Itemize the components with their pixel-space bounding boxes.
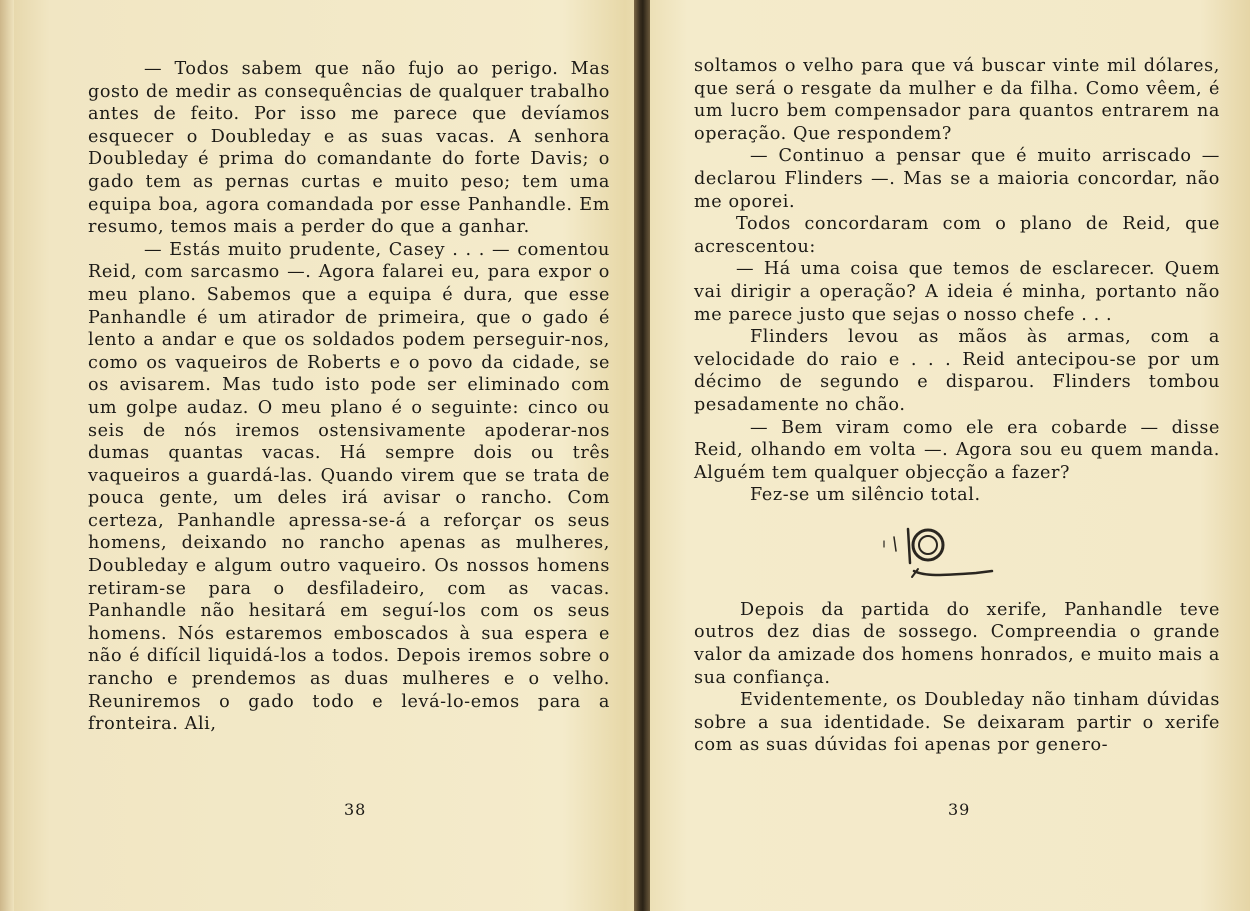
paragraph: soltamos o velho para que vá buscar vinte mil dólares, que será o resgate da mulher e da filha. Como vêem, é um lucro bem compensador para quantos entrarem na operação. Que respondem?: [694, 56, 1220, 144]
right-page-text: [694, 55, 1220, 757]
section-separator: [694, 507, 1220, 599]
paragraph: — Estás muito prudente, Casey . . . — comentou Reid, com sarcasmo —. Agora falarei eu, para expor o meu plano. Sabemos que a equipa é dura, que esse Panhandle é um atirador de primeira, que o gado é lento a andar e que os soldados podem perseguir-nos, como os vaqueiros de Roberts e o povo da cidade, se os avisarem. Mas tudo isto pode ser eliminado com um golpe audaz. O meu plano é o seguinte: cinco ou seis de nós iremos ostensivamente apoderar-nos dumas quantas vacas. Há sempre dois ou três vaqueiros a guardá-las. Quando virem que se trata de pouca gente, um deles irá avisar o rancho. Com certeza, Panhandle apressa-se-á a reforçar os seus homens, deixando no rancho apenas as mulheres, Doubleday e algum outro vaqueiro. Os nossos homens retiram-se para o desfiladeiro, com as vacas. Panhandle não hesitará em seguí-los com os seus homens. Nós estaremos emboscados à sua espera e não é difícil liquidá-los a todos. Depois iremos sobre o rancho e prendemos as duas mulheres e o velho. Reuniremos o gado todo e levá-lo-emos para a fronteira. Ali,: [88, 239, 610, 735]
paragraph: — Continuo a pensar que é muito arriscado — declarou Flinders —. Mas se a maioria concordar, não me oporei.: [694, 146, 1220, 212]
left-page-text: [88, 58, 610, 736]
paragraph: — Há uma coisa que temos de esclarecer. Quem vai dirigir a operação? A ideia é minha, portanto não me parece justo que sejas o nosso chefe . . .: [694, 259, 1220, 325]
page-number: 38: [344, 800, 367, 819]
page-number: 39: [948, 800, 971, 819]
paragraph: Fez-se um silêncio total.: [750, 485, 981, 506]
pistol-ornament-icon: [866, 511, 1026, 591]
paragraph: Evidentemente, os Doubleday não tinham dúvidas sobre a sua identidade. Se deixaram partir o xerife com as suas dúvidas foi apenas por genero-: [694, 690, 1220, 756]
paragraph: Flinders levou as mãos às armas, com a velocidade do raio e . . . Reid antecipou-se por um décimo de segundo e disparou. Flinders tombou pesadamente no chão.: [694, 327, 1220, 415]
paragraph: — Bem viram como ele era cobarde — disse Reid, olhando em volta —. Agora sou eu quem manda. Alguém tem qualquer objecção a fazer?: [694, 417, 1220, 483]
paragraph: Todos concordaram com o plano de Reid, que acrescentou:: [694, 214, 1220, 257]
right-page: [648, 0, 1250, 911]
paragraph: — Todos sabem que não fujo ao perigo. Mas gosto de medir as consequências de qualquer trabalho antes de feito. Por isso me parece que devíamos esquecer o Doubleday e as suas vacas. A senhora Doubleday é prima do comandante do forte Davis; o gado tem as pernas curtas e muito peso; tem uma equipa boa, agora comandada por esse Panhandle. Em resumo, temos mais a perder do que a ganhar.: [88, 59, 610, 238]
paragraph: Depois da partida do xerife, Panhandle teve outros dez dias de sossego. Compreendia o grande valor da amizade dos homens honrados, e muito mais a sua confiança.: [694, 599, 1220, 688]
